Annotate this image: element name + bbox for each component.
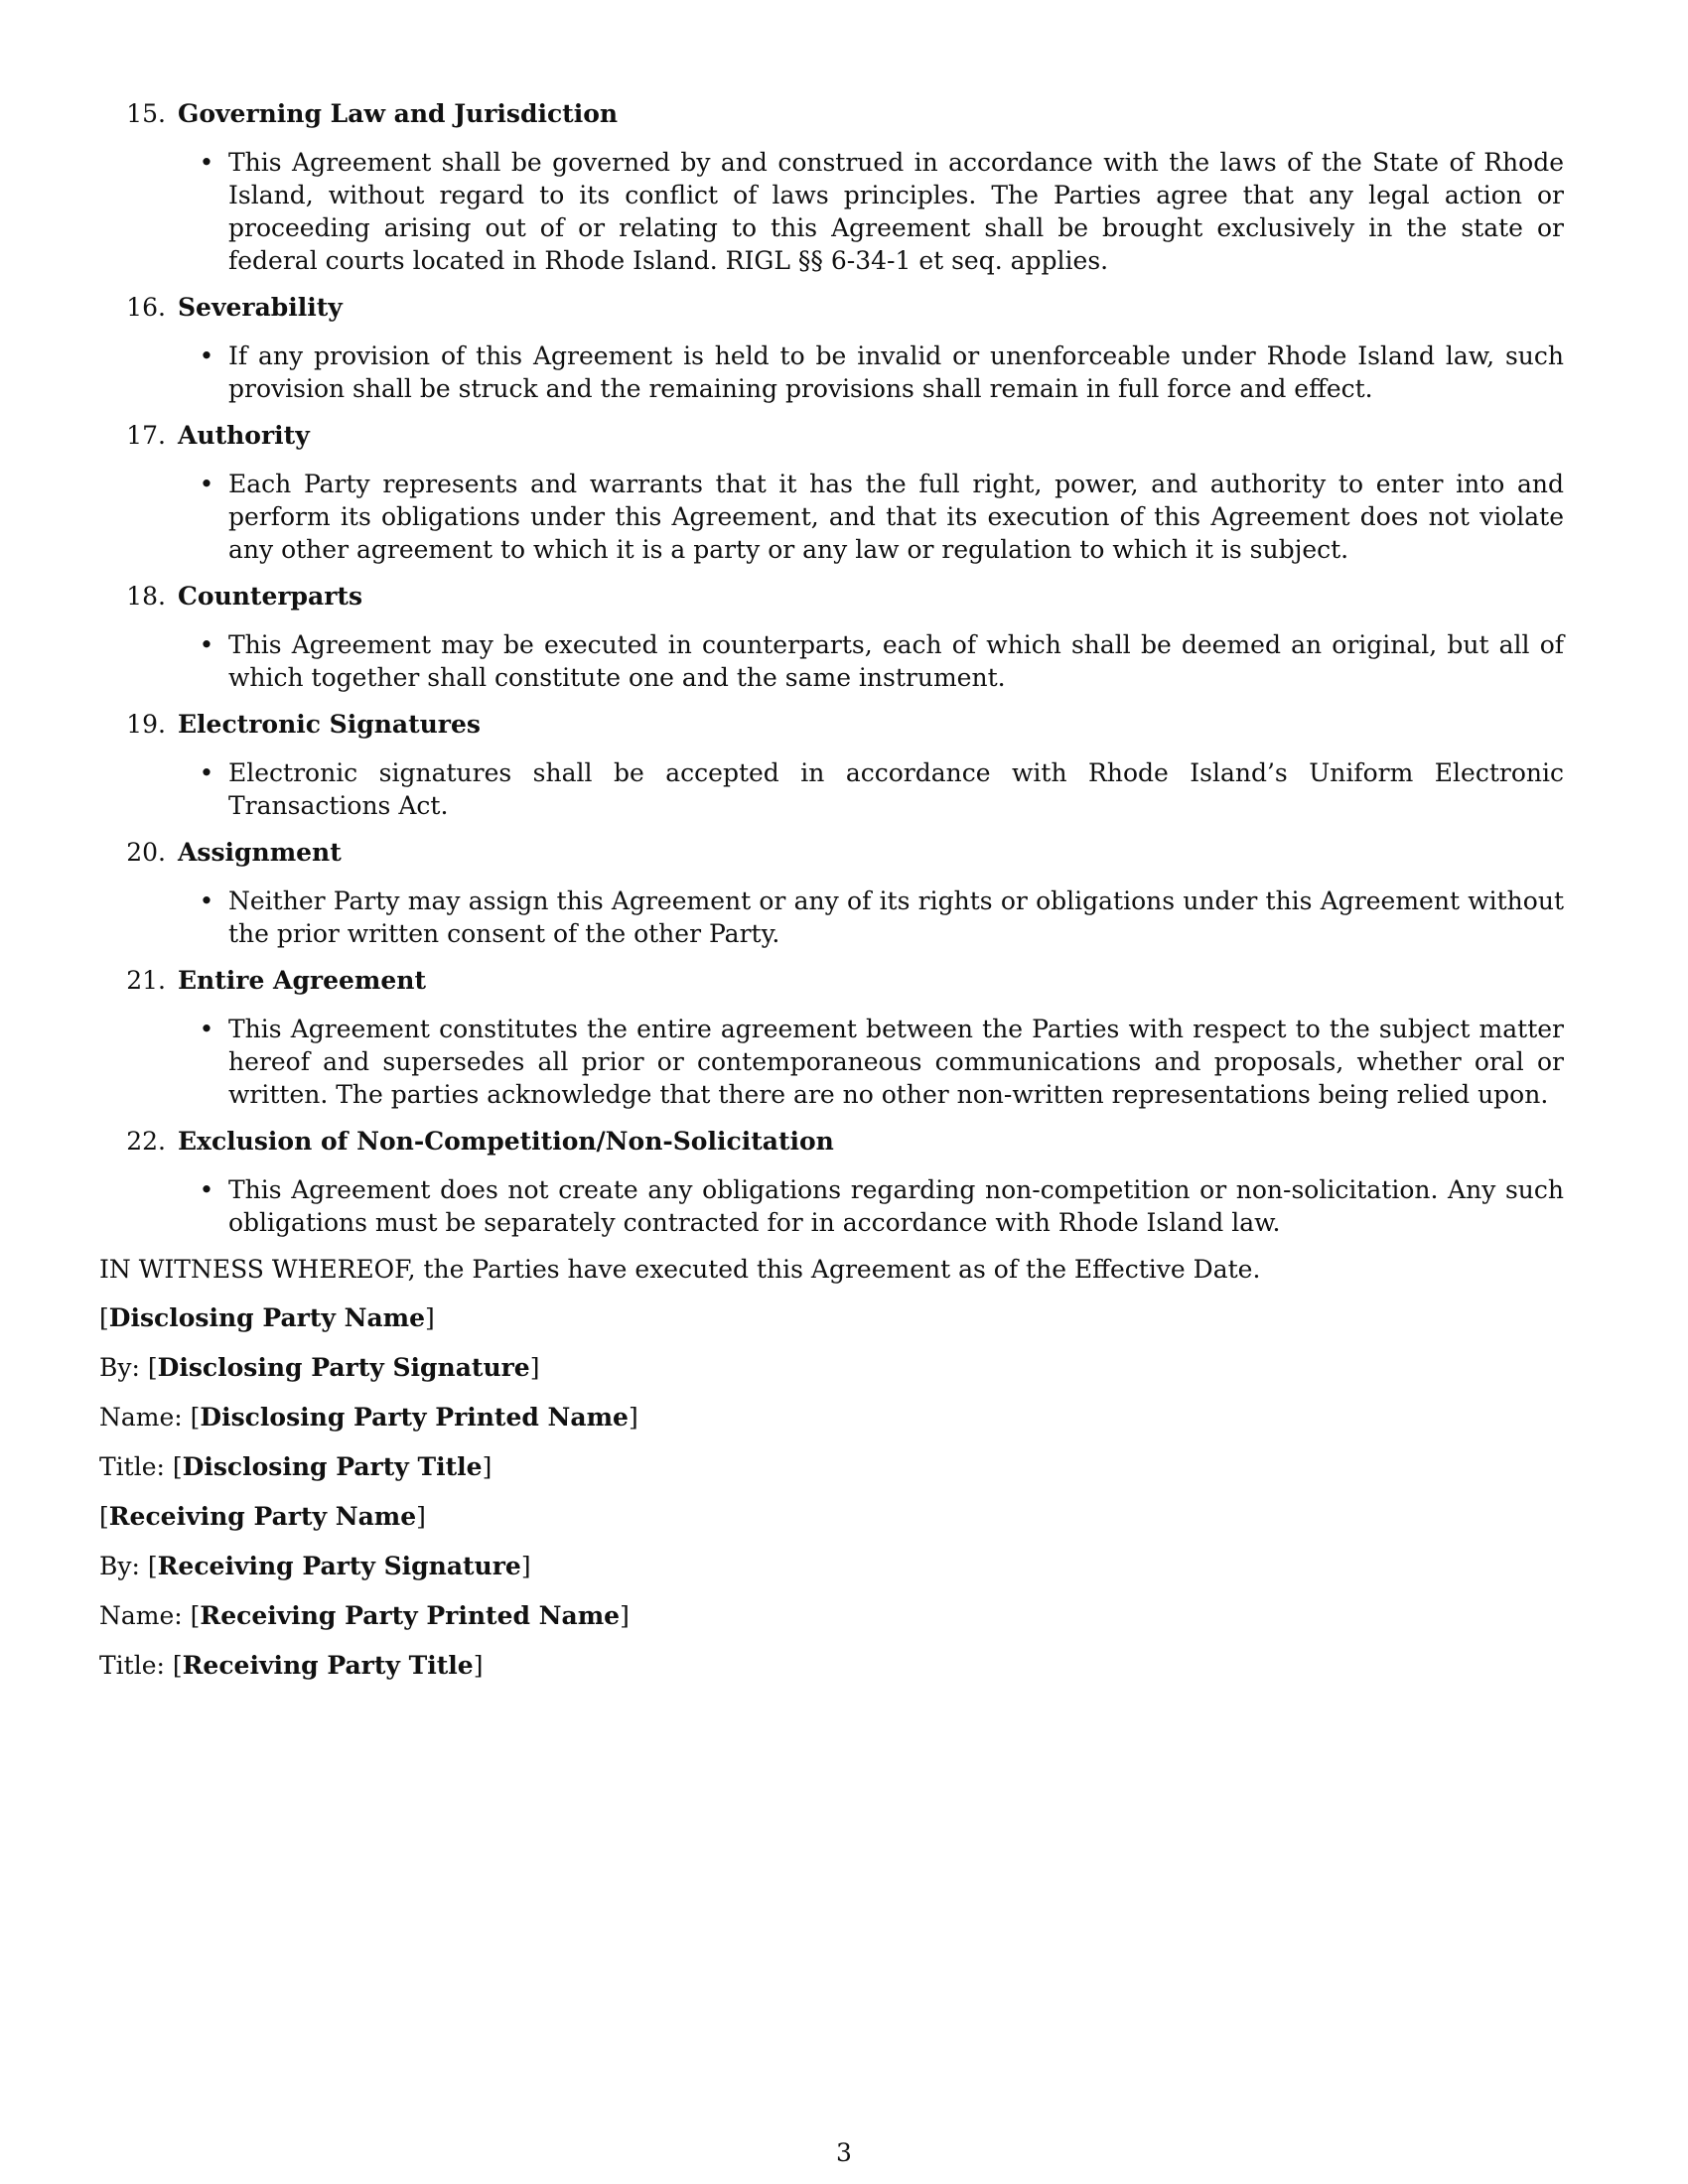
sig-placeholder: Disclosing Party Printed Name — [200, 1403, 629, 1432]
sig-placeholder: Receiving Party Signature — [157, 1552, 521, 1580]
bullet-list — [99, 146, 1589, 277]
section-heading — [99, 291, 1589, 324]
sig-label: Title: — [99, 1651, 173, 1680]
section-assignment — [99, 836, 1589, 950]
section-list — [99, 97, 1589, 1239]
sig-label: Name: — [99, 1601, 191, 1630]
section-heading — [99, 836, 1589, 869]
signature-block — [99, 1301, 1589, 1682]
bullet-icon: • — [199, 887, 214, 915]
sig-placeholder: Disclosing Party Name — [108, 1303, 426, 1332]
section-entire-agreement — [99, 964, 1589, 1111]
bullet-item — [99, 628, 1564, 694]
receiving-party-title-line: Title: [Receiving Party Title] — [99, 1651, 484, 1680]
section-heading — [99, 419, 1589, 452]
disclosing-party-printed-name-line: Name: [Disclosing Party Printed Name] — [99, 1403, 638, 1432]
document-page — [99, 97, 1589, 1699]
witness-statement: IN WITNESS WHEREOF, the Parties have executed this Agreement as of the Effective Date. — [99, 1255, 1261, 1284]
bullet-list — [99, 468, 1589, 566]
bullet-text: Each Party represents and warrants that it has the full right, power, and authority to enter into and perform its obligations under this Agreement, and that its execution of this Agreement does not violate any other agreement to which it is a party or any law or regulation to which it is subject. — [228, 470, 1564, 564]
bullet-item — [99, 885, 1564, 950]
sig-label: Title: — [99, 1452, 173, 1481]
section-electronic-signatures — [99, 708, 1589, 822]
sig-placeholder: Receiving Party Title — [182, 1651, 474, 1680]
section-title: Entire Agreement — [178, 966, 426, 995]
sig-placeholder: Disclosing Party Signature — [157, 1353, 530, 1382]
sig-label: Name: — [99, 1403, 191, 1432]
section-title: Electronic Signatures — [178, 710, 481, 739]
bullet-text: Neither Party may assign this Agreement or any of its rights or obligations under this Agreement without the prior written consent of the other Party. — [228, 887, 1564, 948]
section-number: 22 . — [99, 1125, 167, 1158]
section-number: 19 . — [99, 708, 167, 741]
section-title: Counterparts — [178, 582, 363, 611]
receiving-party-name-line: [Receiving Party Name] — [99, 1502, 426, 1531]
section-exclusion-non-competition — [99, 1125, 1589, 1239]
disclosing-party-title-line: Title: [Disclosing Party Title] — [99, 1452, 492, 1481]
bullet-list — [99, 756, 1589, 822]
bullet-icon: • — [199, 470, 214, 498]
section-heading — [99, 1125, 1589, 1158]
bullet-item — [99, 1013, 1564, 1111]
section-number: 20 . — [99, 836, 167, 869]
sig-placeholder: Receiving Party Printed Name — [200, 1601, 621, 1630]
sig-label: By: — [99, 1552, 148, 1580]
bullet-item — [99, 1173, 1564, 1239]
section-heading — [99, 708, 1589, 741]
bullet-text: Electronic signatures shall be accepted in accordance with Rhode Island’s Uniform Electronic Transactions Act. — [228, 758, 1564, 820]
sig-placeholder: Disclosing Party Title — [182, 1452, 483, 1481]
section-title: Exclusion of Non-Competition/Non-Solicitation — [178, 1127, 834, 1156]
sig-label: By: — [99, 1353, 148, 1382]
section-heading — [99, 97, 1589, 130]
bullet-icon: • — [199, 630, 214, 659]
bullet-text: This Agreement constitutes the entire agreement between the Parties with respect to the subject matter hereof and supersedes all prior or contemporaneous communications and proposals, whether oral or written. The parties acknowledge that there are no other non-written representations being relied upon. — [228, 1015, 1564, 1109]
section-number: 16 . — [99, 291, 167, 324]
bullet-list — [99, 628, 1589, 694]
sig-placeholder: Receiving Party Name — [108, 1502, 417, 1531]
section-authority — [99, 419, 1589, 566]
section-number: 15 . — [99, 97, 167, 130]
section-heading — [99, 580, 1589, 613]
bullet-icon: • — [199, 341, 214, 370]
page-number: 3 — [836, 2138, 852, 2167]
bullet-icon: • — [199, 1015, 214, 1043]
section-number: 17 . — [99, 419, 167, 452]
receiving-party-printed-name-line: Name: [Receiving Party Printed Name] — [99, 1601, 630, 1630]
section-counterparts — [99, 580, 1589, 694]
section-number: 18 . — [99, 580, 167, 613]
bullet-list — [99, 340, 1589, 405]
bullet-list — [99, 885, 1589, 950]
section-number: 21 . — [99, 964, 167, 997]
bullet-item — [99, 468, 1564, 566]
bullet-icon: • — [199, 758, 214, 787]
section-governing-law — [99, 97, 1589, 277]
bullet-text: This Agreement shall be governed by and construed in accordance with the laws of the State of Rhode Island, without regard to its conflict of laws principles. The Parties agree that any legal action or proceeding arising out of or relating to this Agreement shall be brought exclusively in the state or federal courts located in Rhode Island. RIGL §§ 6-34-1 et seq. applies. — [228, 148, 1564, 275]
section-title: Authority — [178, 421, 310, 450]
bullet-icon: • — [199, 1175, 214, 1204]
bullet-list — [99, 1173, 1589, 1239]
receiving-party-signature-line: By: [Receiving Party Signature] — [99, 1552, 531, 1580]
section-title: Governing Law and Jurisdiction — [178, 99, 619, 128]
bullet-icon: • — [199, 148, 214, 177]
bullet-item — [99, 340, 1564, 405]
section-heading — [99, 964, 1589, 997]
disclosing-party-name-line: [Disclosing Party Name] — [99, 1303, 435, 1332]
bullet-item — [99, 756, 1564, 822]
bullet-list — [99, 1013, 1589, 1111]
bullet-text: If any provision of this Agreement is held to be invalid or unenforceable under Rhode Island law, such provision shall be struck and the remaining provisions shall remain in full force and effect. — [228, 341, 1564, 403]
bullet-text: This Agreement does not create any obligations regarding non-competition or non-solicitation. Any such obligations must be separately contracted for in accordance with Rhode Island law. — [228, 1175, 1564, 1237]
disclosing-party-signature-line: By: [Disclosing Party Signature] — [99, 1353, 540, 1382]
section-title: Severability — [178, 293, 343, 322]
bullet-text: This Agreement may be executed in counterparts, each of which shall be deemed an original, but all of which together shall constitute one and the same instrument. — [228, 630, 1564, 692]
bullet-item — [99, 146, 1564, 277]
section-severability — [99, 291, 1589, 405]
section-title: Assignment — [178, 838, 342, 867]
